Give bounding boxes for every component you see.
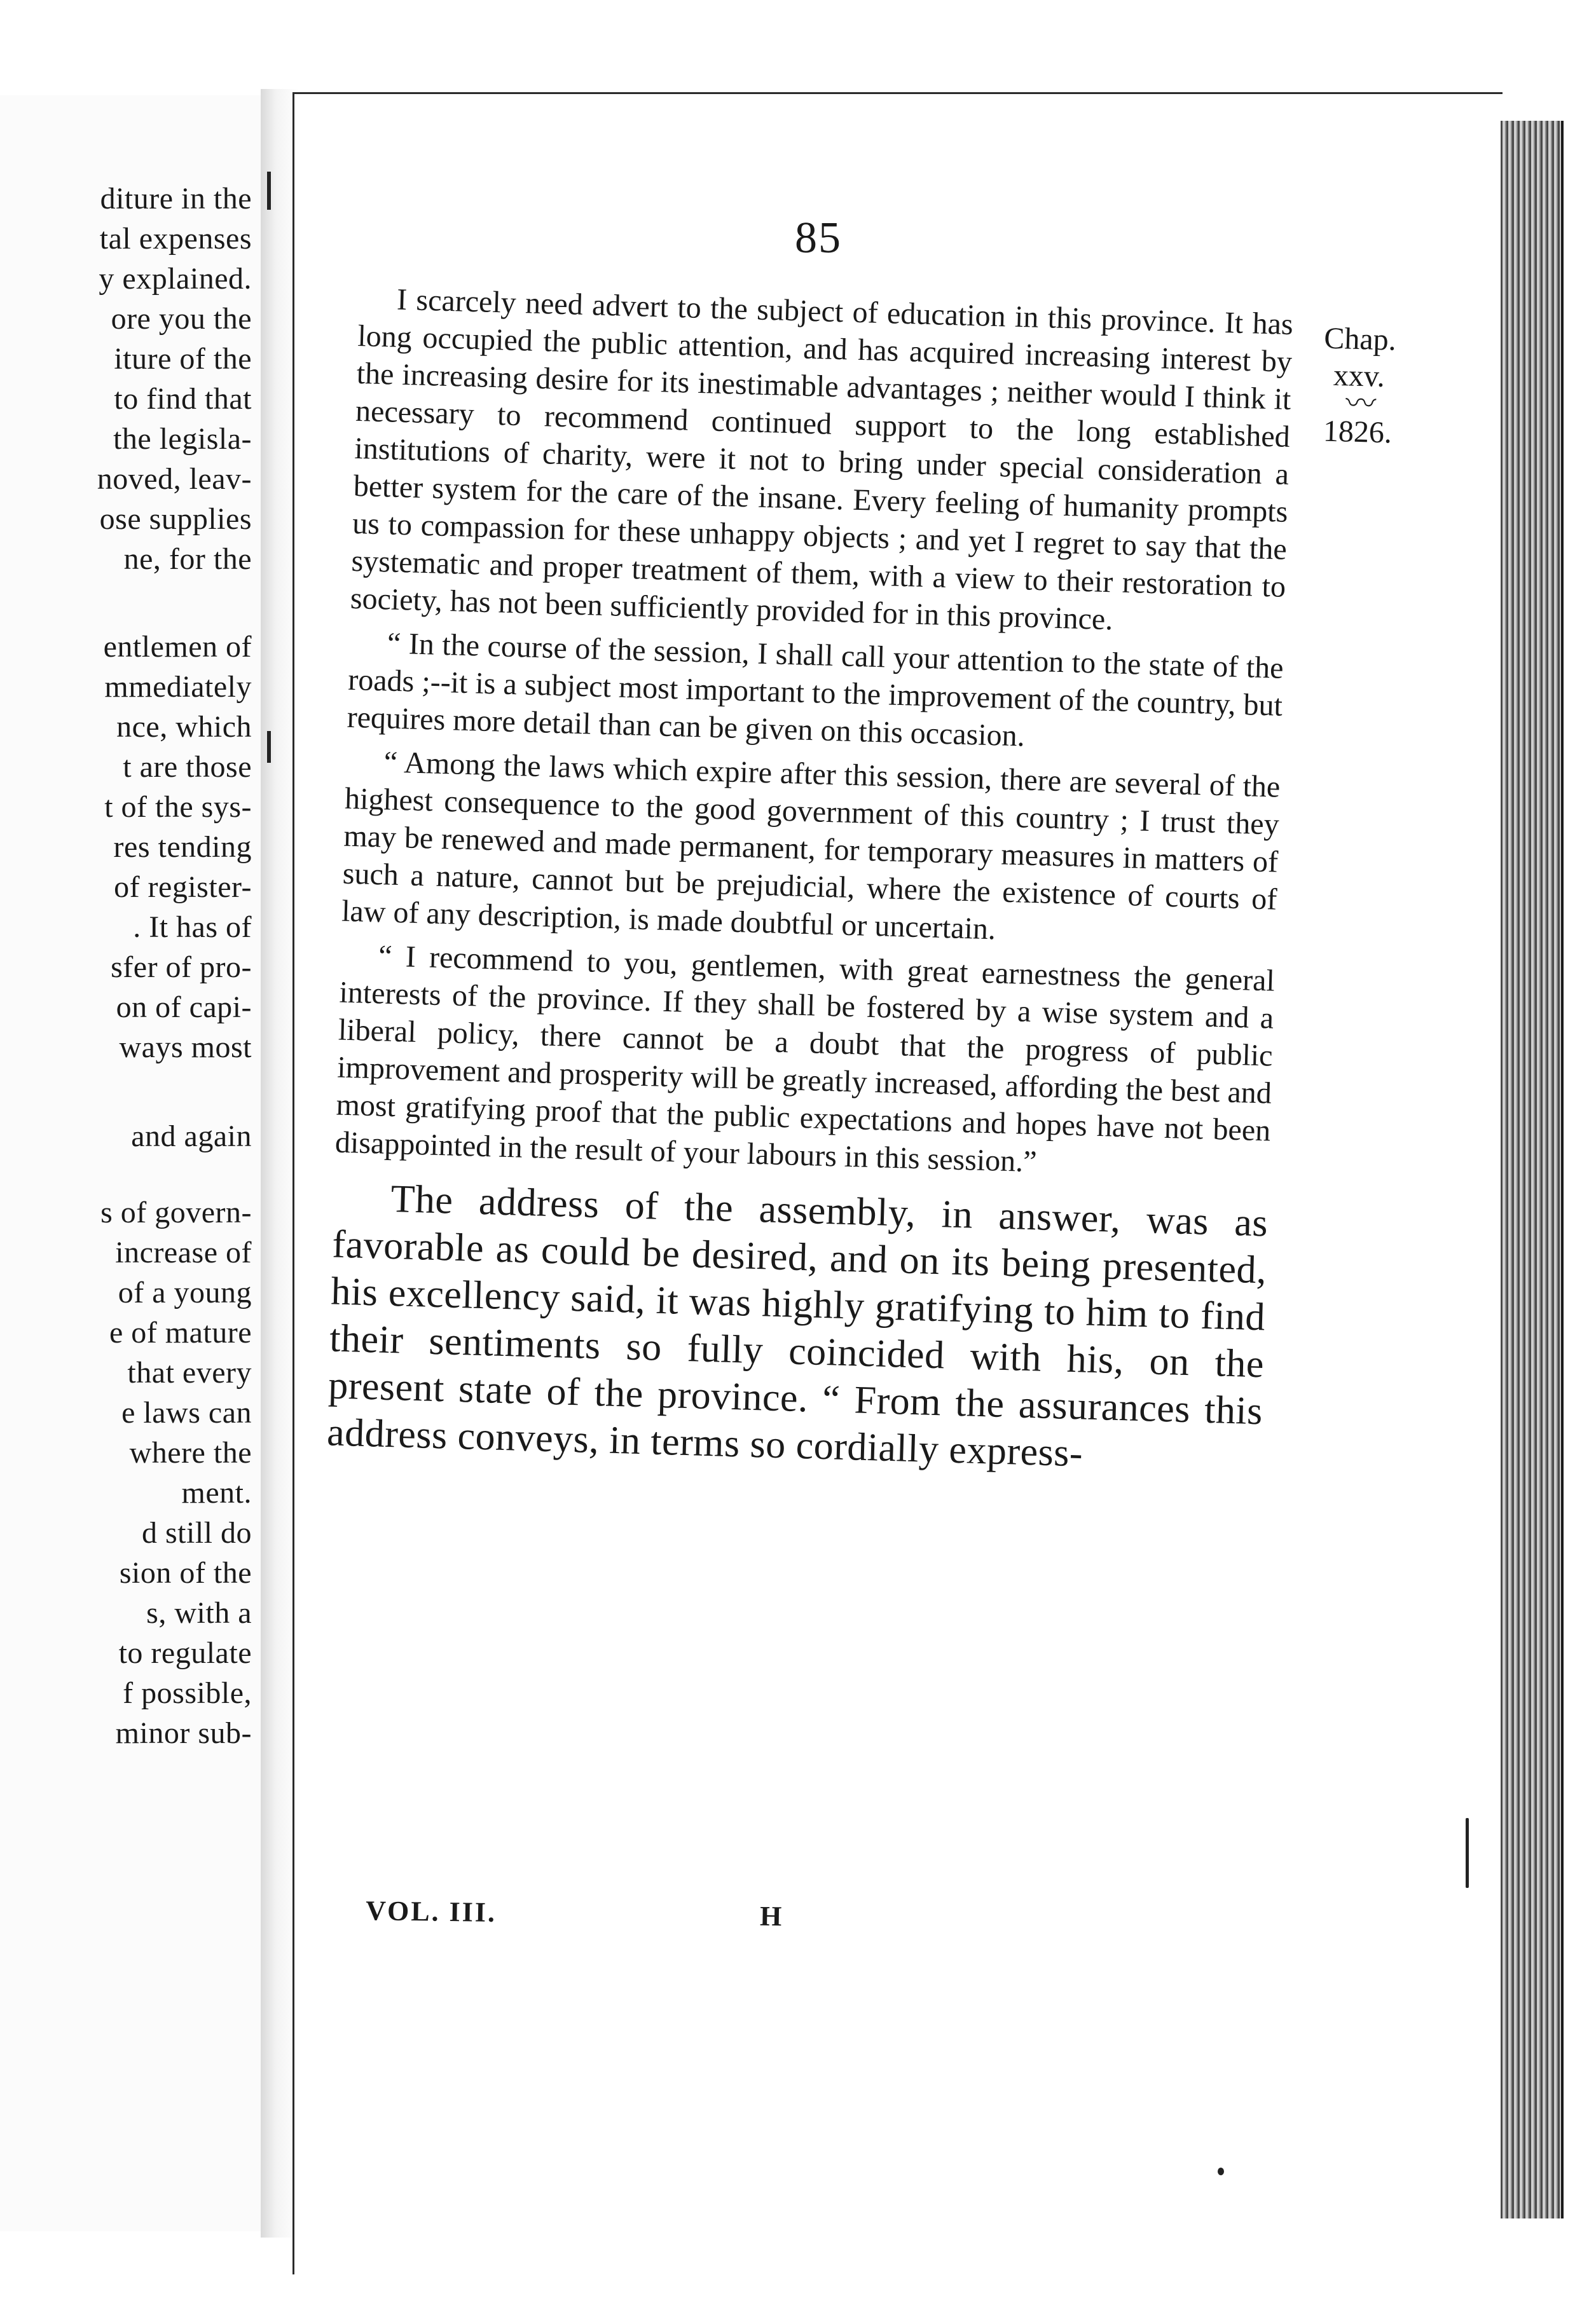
tilde-ornament: 〰 (1345, 386, 1372, 421)
left-page-line: where the (129, 1436, 252, 1470)
left-page-line: f possible, (123, 1676, 252, 1710)
left-page-line: ne, for the (123, 542, 252, 576)
left-page-line: tal expenses (99, 222, 252, 256)
left-page-line: sion of the (119, 1556, 252, 1590)
left-page-line: . It has of (133, 910, 252, 944)
left-page-line: minor sub- (115, 1716, 252, 1750)
page-edge-stack (1501, 121, 1564, 2218)
left-page-line: nce, which (116, 710, 252, 744)
scan-speck (1218, 2168, 1224, 2175)
margin-chapter-numeral: xxv. (1333, 358, 1386, 394)
page-number: 85 (795, 214, 842, 263)
volume-label: VOL. III. (365, 1895, 497, 1928)
margin-chapter-label: Chap. (1323, 321, 1397, 357)
left-page-line: s, with a (146, 1596, 252, 1630)
left-page-line: to regulate (118, 1636, 252, 1670)
margin-year: 1826. (1323, 414, 1393, 450)
left-page-line: res tending (113, 830, 252, 864)
left-page-line: e laws can (121, 1396, 252, 1430)
paragraph-general-interests: “ I recommend to you, gentlemen, with great earnestness the general interests of the province. If they shall be fostered by a wise system and a liberal policy, there cannot be a doubt that the progress of public improvement and prosperity will be greatly increased, affording the best and most gratifying proof that the public expectations and hopes have not been disappointed in the result of your labours in this session.” (334, 939, 1276, 1179)
left-page-line: d still do (141, 1516, 252, 1550)
gutter-mark (267, 172, 271, 210)
left-page-line: ore you the (111, 302, 252, 336)
left-page-line: on of capi- (116, 990, 252, 1024)
paragraph-laws: “ Among the laws which expire after this session, there are several of the highest consequence to the good government of this country ; I trust they may be renewed and made permanent, for temporary measures in matters of such a nature, cannot but be prejudicial, where the existence of courts of law of any description, is made doubtful or uncertain. (341, 745, 1281, 947)
page-footer (366, 1894, 811, 1945)
paragraph-education: I scarcely need advert to the subject of education in this province. It has long occupied the public attention, and has acquired increasing interest by the increasing desire for its inestimable advantages ; neither would I think it necessary to recommend continued support to the long established institutions of charity, were it not to bring under special consideration a better system for the care of the insane. Every feeling of humanity prompts us to compassion for these unhappy objects ; and yet I regret to say that the systematic and proper treatment of them, with a view to their restoration to society, has not been sufficiently provided for in this province. (350, 282, 1294, 637)
gutter-mark (267, 731, 271, 763)
left-page-line: t are those (123, 750, 252, 784)
paragraph-roads: “ In the course of the session, I shall call your attention to the state of the roads ;--it is a subject most important to the improvement of the country, but requires more detail than can be given on this occasion. (347, 626, 1284, 753)
scan-speck (1466, 1818, 1469, 1888)
paragraph-assembly-address: The address of the assembly, in answer, was as favorable as could be desired, and on its being presented, his excellency said, it was highly gratifying to him to find their sentiments so fully coincided with his, on the present state of the province. “ From the assurances this address conveys, in terms so cordially express- (326, 1177, 1269, 1475)
left-page-line: iture of the (114, 342, 252, 376)
left-page-line: diture in the (100, 182, 252, 215)
left-page-line: ways most (119, 1030, 252, 1064)
left-page-line: noved, leav- (97, 462, 252, 496)
left-page-line: mmediately (104, 670, 252, 704)
left-page-line: sfer of pro- (111, 950, 252, 984)
margin-note (1309, 320, 1408, 452)
left-page-line: ose supplies (99, 502, 252, 536)
left-page-line: to find that (114, 382, 252, 416)
left-page-line: e of mature (109, 1316, 252, 1350)
left-page-line: that every (127, 1356, 252, 1390)
left-page-line: ment. (181, 1476, 252, 1510)
left-page-line: entlemen of (103, 630, 252, 664)
left-page-line: the legisla- (113, 422, 252, 456)
left-facing-page (0, 95, 263, 2231)
left-page-line: increase of (115, 1236, 252, 1269)
body-text (326, 280, 1293, 1482)
left-page-line: y explained. (99, 262, 252, 296)
left-page-line: t of the sys- (104, 790, 252, 824)
left-page-line: of a young (118, 1276, 252, 1309)
signature-mark: H (759, 1900, 784, 1932)
left-page-line: of register- (114, 870, 252, 904)
left-page-line: and again (131, 1119, 252, 1153)
left-page-line: s of govern- (100, 1196, 252, 1229)
